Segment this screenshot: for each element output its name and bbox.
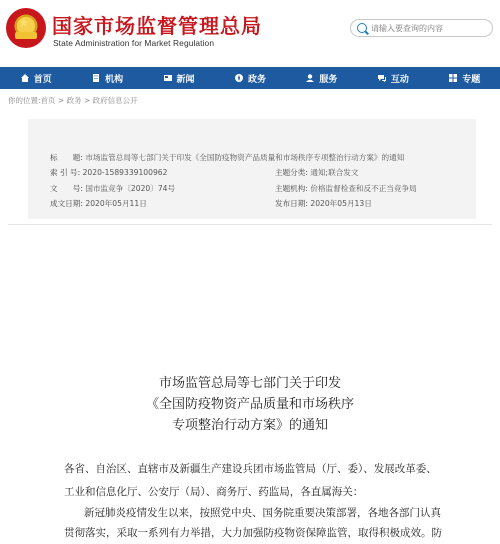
nav-item-service[interactable] bbox=[286, 67, 357, 89]
article-title-line-1: 市场监管总局等七部门关于印发 bbox=[158, 376, 341, 391]
site-header bbox=[0, 0, 500, 64]
nav-label-government: 政务 bbox=[247, 74, 266, 85]
info-created-date bbox=[50, 198, 147, 209]
nav-item-organization[interactable] bbox=[71, 67, 142, 89]
news-icon bbox=[163, 73, 173, 83]
info-created-value: 2020年05月11日 bbox=[85, 199, 147, 208]
article-body-line-4: 贯彻落实，采取一系列有力举措，大力加强防疫物资保障监管，取得积极成效。防 bbox=[64, 527, 442, 539]
breadcrumb[interactable]: 你的位置:首页 > 政务 > 政府信息公开 bbox=[8, 96, 138, 105]
info-index bbox=[50, 167, 167, 178]
info-issuer-label: 主题机构: bbox=[275, 184, 308, 193]
nav-label-service: 服务 bbox=[319, 74, 338, 85]
info-category-label: 主题分类: bbox=[275, 168, 308, 177]
info-issuer bbox=[275, 183, 417, 194]
nav-item-topic[interactable] bbox=[429, 67, 500, 89]
info-index-label: 索 引 号: bbox=[50, 168, 81, 177]
info-created-label: 成文日期: bbox=[50, 199, 83, 208]
main-nav bbox=[0, 67, 500, 89]
nav-item-interaction[interactable] bbox=[357, 67, 428, 89]
content-divider bbox=[8, 224, 492, 225]
article-title-line-2: 《全国防疫物资产品质量和市场秩序 bbox=[145, 397, 354, 412]
nav-label-news: 新闻 bbox=[176, 74, 195, 85]
info-published-date bbox=[275, 198, 372, 209]
nav-label-interaction: 互动 bbox=[390, 74, 409, 85]
nav-item-home[interactable] bbox=[0, 67, 71, 89]
search-icon[interactable] bbox=[357, 23, 367, 33]
article-body-line-1: 各省、自治区、直辖市及新疆生产建设兵团市场监管局（厅、委）、发展改革委、 bbox=[64, 463, 437, 475]
government-icon bbox=[234, 73, 244, 83]
info-doc-number-label: 文 号: bbox=[50, 184, 83, 193]
search-input[interactable] bbox=[371, 21, 489, 35]
nav-label-topic: 专题 bbox=[462, 74, 481, 85]
info-published-label: 发布日期: bbox=[275, 199, 308, 208]
info-category-value: 通知;联合发文 bbox=[310, 168, 359, 177]
service-icon bbox=[305, 73, 315, 83]
info-title-label: 标 题: bbox=[50, 153, 83, 162]
nav-item-government[interactable] bbox=[214, 67, 285, 89]
home-icon bbox=[20, 73, 30, 83]
search-box[interactable] bbox=[350, 19, 493, 37]
interaction-icon bbox=[377, 73, 387, 83]
national-emblem-icon: ★ bbox=[6, 8, 46, 48]
info-issuer-value: 价格监督检查和反不正当竞争局 bbox=[310, 184, 417, 193]
info-doc-number bbox=[50, 183, 175, 194]
site-title[interactable]: 国家市场监督管理总局 bbox=[52, 14, 262, 38]
building-icon bbox=[91, 73, 101, 83]
info-doc-number-value: 国市监竞争〔2020〕74号 bbox=[85, 184, 176, 193]
nav-item-news[interactable] bbox=[143, 67, 214, 89]
topic-icon bbox=[448, 73, 458, 83]
info-category bbox=[275, 167, 358, 178]
article-body-line-2: 工业和信息化厅、公安厅（局）、商务厅、药监局，各直属海关： bbox=[64, 486, 364, 498]
article-body-line-3: 新冠肺炎疫情发生以来，按照党中央、国务院重要决策部署，各地各部门认真 bbox=[84, 507, 441, 519]
site-subtitle: State Administration for Market Regulation bbox=[53, 38, 215, 48]
nav-label-organization: 机构 bbox=[105, 74, 124, 85]
info-title-value: 市场监管总局等七部门关于印发《全国防疫物资产品质量和市场秩序专项整治行动方案》的通知 bbox=[85, 153, 405, 162]
info-index-value: 2020-1589339100962 bbox=[82, 168, 168, 177]
info-title bbox=[50, 152, 404, 163]
nav-label-home: 首页 bbox=[33, 74, 52, 85]
info-published-value: 2020年05月13日 bbox=[310, 199, 372, 208]
article-title-line-3: 专项整治行动方案》的通知 bbox=[171, 418, 328, 433]
